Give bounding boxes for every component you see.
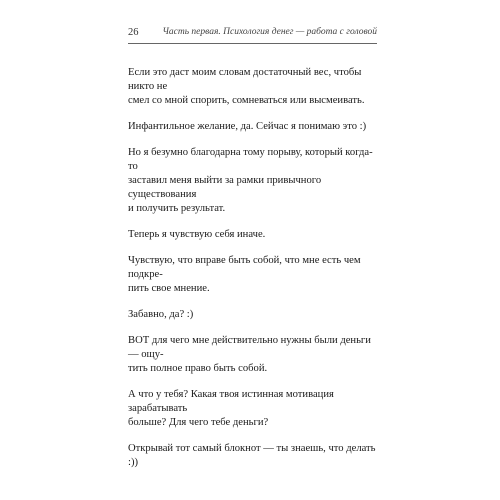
paragraph: Открывай тот самый блокнот — ты знаешь, что делать :)): [128, 443, 376, 468]
paragraph: Чувствую, что вправе быть собой, что мне есть чем подкре- пить свое мнение.: [128, 255, 361, 294]
paragraph: ВОТ для чего мне действительно нужны были деньги — ощу- тить полное право быть собой.: [128, 335, 371, 374]
paragraph: А что у тебя? Какая твоя истинная мотивация зарабатывать больше? Для чего тебе деньги?: [128, 389, 334, 428]
paragraph: Если это даст моим словам достаточный вес, чтобы никто не смел со мной спорить, сомневаться или высмеивать.: [128, 67, 365, 106]
running-title: Часть первая. Психология денег — работа с головой: [162, 27, 377, 37]
page-number: 26: [128, 27, 139, 38]
paragraph: Теперь я чувствую себя иначе.: [128, 229, 266, 240]
paragraph: Забавно, да? :): [128, 309, 194, 320]
paragraph: Инфантильное желание, да. Сейчас я понимаю это :): [128, 121, 367, 132]
paragraph: Но я безумно благодарна тому порыву, который когда-то заставил меня выйти за рамки привычного существования и получить результат.: [128, 147, 373, 214]
header-rule: [128, 43, 377, 44]
running-head: [128, 27, 377, 43]
body-text: [128, 66, 380, 482]
